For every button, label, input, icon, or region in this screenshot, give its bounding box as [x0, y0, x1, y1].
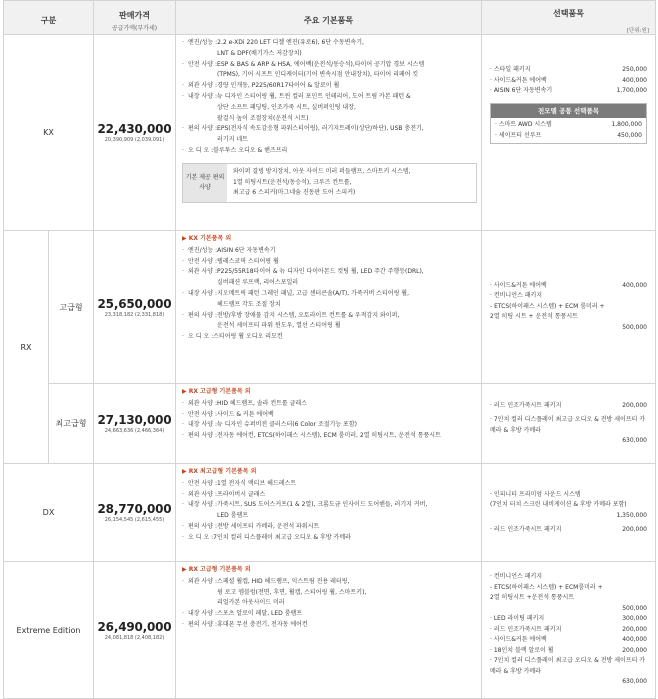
- header-grade: 구분: [4, 1, 94, 35]
- common-option-item: · 스마트 AWD 시스템 1,800,000: [495, 121, 642, 128]
- spec-list: · 엔진/성능 : 2.2 e-XDi 220 LET 디젤 엔진(유로6), 6단 수동변속기, LNT & DPF(배기가스 저감장치) · 안전 사양 : ESP & BAS & ARP & HSA, 에어백(운전석/동승석),타이어 공기압 경보 시스템 (TPMS), 기어 시프트 인디케이터(기어 변속시점 안내장치), 타이어 리페어 킷 · 외관 사양 : 경량 인개동, P225/60R17타이어 & 알로이 휠 · 내장 사양 : 뉴 디자인 스티어링 휠, 트윈 컬러 포인트 인테리어, 도어 트림 카본 패턴 & 상단 소프트 패딩팅, 인조가죽 시트, 실버퍼인팅 내장, 팔걸식 높이 조절장치(운전석 시트) · 편의 사양 : EPS(전자식 속도감응형 파워스티어링), 러기지트레이(상단/하단), USB 충전기, 러기지 네트 · 오 디 오 : 블루투스 오디오 & 핸즈프리: [182, 39, 425, 154]
- specs-rx-top: ▶ RX 고급형 기본품목 외 · 외관 사양 : HID 헤드램프, 솔라 컨트롤 글래스 · 안전 사양 : 사이드 & 커튼 에어백 · 내장 사양 : 뉴 디자인 슈퍼비전 클러스터(6 Color 조절기능 포함) · 편의 사양 : 전자동 에어컨, ETCS(하이패스 시스템), ECM 룸미러, 2열 히팅시트, 운전석 통풍시트: [176, 384, 482, 464]
- price-kx: [94, 35, 176, 231]
- spec-header: ▶ KX 기본품목 외: [182, 235, 232, 242]
- option-item: · 사이드&커튼 에어백 400,000: [490, 636, 647, 644]
- option-item: · AISIN 6단 자동변속기 1,700,000: [490, 87, 647, 94]
- option-item: · 러드 인조가죽시트 패키지 200,000: [490, 526, 647, 533]
- options-dx: [482, 464, 656, 562]
- price-dx: [94, 464, 176, 562]
- basic-convenience-box: [182, 163, 477, 203]
- options-kx: [482, 35, 656, 231]
- common-options-box: [490, 103, 647, 145]
- grade-extreme: Extreme Edition: [4, 562, 94, 699]
- table-row-rx-top: [4, 384, 656, 464]
- table-row-kx: [4, 35, 656, 231]
- grade-dx: DX: [4, 464, 94, 562]
- common-options-title: 전모델 공통 선택품목: [491, 104, 646, 119]
- price-supply: 24,081,818 (2,408,182): [104, 634, 165, 641]
- option-item: · 러드 인조가죽시트 패키지 200,000: [490, 625, 647, 633]
- basic-convenience-items: 와이퍼 결빙 방지장치, 아웃 사이드 미러 퍼들램프, 스마트키 시스템, 1열 히팅시트(운전석/동승석), 크루즈 컨트롤, 최고급 6 스피커(마그네슘 진동판 도어 스피커): [233, 167, 411, 197]
- specs-extreme: ▶ RX 고급형 기본품목 외 · 외관 사양 : 스페셜 휠캡, HID 헤드램프, 익스트림 전용 레터링, 윙 로고 엠블럼(전면, 후면, 휠캡, 스티어링 휠, 스마트키), 리얼카본 아웃사이드 미러 · 내장 사양 : 스포츠 알로이 페달, LED 룸램프 · 편의 사양 : 휴대폰 무선 충전기, 전자동 에어컨: [176, 562, 482, 699]
- option-item: · LED 라이팅 패키지 300,000: [490, 615, 647, 623]
- specs-kx: [176, 35, 482, 231]
- specs-dx: ▶ RX 최고급형 기본품목 외 · 안전 사양 : 1열 전자식 액티브 헤드레스트 · 외관 사양 : 프라이버시 글래스 · 내장 사양 : 가죽시트, SUS 도어스커프(1 & 2열), 크롬도금 인사이드 도어핸들, 러기지 커버, LED 룸램프 · 편의 사양 : 전방 세이프티 카메라, 운전석 파워시트 · 오 디 오 : 7인치 컬러 디스플레이 최고급 오디오 & 후방 카메라: [176, 464, 482, 562]
- trim-rx-top: 최고급형: [49, 384, 94, 464]
- table-header-row: [4, 1, 656, 35]
- price-value: 28,770,000: [97, 502, 172, 516]
- price-value: 26,490,000: [97, 619, 172, 634]
- option-item: · 7인치 컬러 디스플레이 최고급 오디오 & 전방 세이프티 카메라 & 후방 카메라 630,000: [490, 416, 647, 444]
- option-item: · 스타일 패키지 250,000: [490, 66, 647, 73]
- unit-label: [단위:원]: [626, 28, 649, 34]
- table-row-extreme: [4, 562, 656, 699]
- option-item: · 컨비니언스 패키지 - ETCS(하이패스 시스템) + ECM룸미러 + 2열 히팅시트 +운전석 통풍시트 500,000: [490, 573, 647, 612]
- price-table: [3, 0, 656, 699]
- trim-rx-high: 고급형: [49, 231, 94, 384]
- options-extreme: [482, 562, 656, 699]
- option-item: · 컨비니언스 패키지 - ETCS(하이패스 시스템) + ECM 룸미러 + 2열 히팅 시트 + 운전석 통풍시트 500,000: [490, 292, 647, 331]
- option-item: · 러드 인조가죽시트 패키지 200,000: [490, 401, 647, 409]
- header-specs: 주요 기본품목: [176, 1, 482, 35]
- spec-header: ▶ RX 고급형 기본품목 외: [182, 566, 251, 573]
- option-item: · 7인치 컬러 디스플레이 최고급 오디오 & 전방 세이프티 카메라 & 후방 카메라 630,000: [490, 657, 647, 686]
- options-rx-high: [482, 231, 656, 384]
- table-row-rx-high: [4, 231, 656, 384]
- price-value: 22,430,000: [97, 122, 172, 136]
- option-item: · 18인치 블랙 알로이 휠 200,000: [490, 646, 647, 654]
- option-item: · 인피니티 프리미엄 사운드 시스템 (7인치 터치 스크린 내비게이션 & 후방 카메라 포함) 1,350,000: [490, 490, 647, 519]
- price-extreme: [94, 562, 176, 699]
- header-options: 선택품목 [단위:원]: [482, 1, 656, 35]
- options-rx-top: [482, 384, 656, 464]
- common-option-item: · 세이프티 선루프 450,000: [495, 131, 642, 139]
- specs-rx-high: ▶ KX 기본품목 외 · 엔진/성능 : AISIN 6단 자동변속기 · 안전 사양 : 텔레스코픽 스티어링 휠 · 외관 사양 : P225/55R18타이어 & 뉴 디자인 다이아몬드 컷팅 휠, LED 주간 주행등(DRL), 실버패션 루프랙, 리어스포일러 · 내장 사양 : 지오메트릭 패턴 그레인 패널, 고급 센터콘솔(A/T), 가죽커버 스티어링 휠, 헤드램프 각도 조절 장치 · 편의 사양 : 전방/후방 장애물 감지 시스템, 오토라이트 컨트롤 & 우적감지 와이퍼, 운전석 세이프티 파워 윈도우, 열선 스티어링 휠 · 오 디 오 : 스티어링 휠 오디오 리모컨: [176, 231, 482, 384]
- option-item: · 사이드&커튼 에어백 400,000: [490, 281, 647, 289]
- table-row-dx: [4, 464, 656, 562]
- basic-convenience-label: 기본 제공 편의 사양: [183, 164, 227, 202]
- price-rx-high: [94, 231, 176, 384]
- price-supply: 24,663,636 (2,466,364): [104, 428, 165, 434]
- grade-kx: KX: [4, 35, 94, 231]
- header-price: 판매가격 공급가액(부가세): [94, 1, 176, 35]
- grade-rx: RX: [4, 231, 49, 464]
- price-value: 27,130,000: [97, 413, 172, 427]
- price-supply: 20,390,909 (2,039,091): [104, 137, 165, 143]
- option-item: · 사이드&커튼 에어백 400,000: [490, 76, 647, 84]
- price-supply: 23,318,182 (2,331,818): [104, 311, 165, 318]
- price-value: 25,650,000: [97, 296, 172, 311]
- spec-header: ▶ RX 최고급형 기본품목 외: [182, 468, 257, 475]
- price-supply: 26,154,545 (2,615,455): [104, 517, 165, 523]
- spec-header: ▶ RX 고급형 기본품목 외: [182, 388, 251, 395]
- price-rx-top: [94, 384, 176, 464]
